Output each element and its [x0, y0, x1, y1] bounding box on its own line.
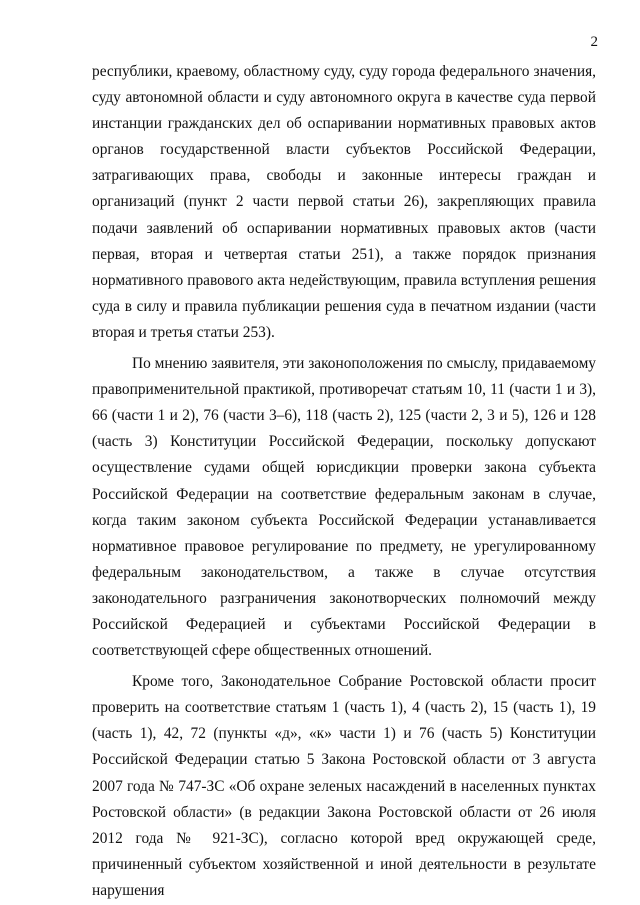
page-number: 2	[590, 34, 598, 50]
paragraph-applicant-opinion: По мнению заявителя, эти законоположения по смыслу, придаваемому правоприменительной практикой, противоречат статьям 10, 11 (части 1 и 3), 66 (части 1 и 2), 76 (части 3–6), 118 (часть 2), 125 (части 2, 3 и 5), 126 и 128 (часть 3) Конституции Российской Федерации, поскольку допускают осуществление судами общей юрисдикции проверки закона субъекта Российской Федерации на соответствие федеральным законам в случае, когда таким законом субъекта Российской Федерации устанавливается нормативное правовое регулирование по предмету, не урегулированному федеральным законодательством, а также в случае отсутствия законодательного разграничения законотворческих полномочий между Российской Федерацией и субъектами Российской Федерации в соответствующей сфере общественных отношений.	[92, 355, 597, 660]
paragraph-additional-request: Кроме того, Законодательное Собрание Ростовской области просит проверить на соответствие статьям 1 (часть 1), 4 (часть 2), 15 (часть 1), 19 (часть 1), 42, 72 (пункты «д», «к» части 1) и 76 (часть 5) Конституции Российской Федерации статью 5 Закона Ростовской области от 3 августа 2007 года № 747-ЗС «Об охране зеленых насаждений в населенных пунктах Ростовской области» (в редакции Закона Ростовской области от 26 июля 2012 года № 921-ЗС), согласно которой вред окружающей среде, причиненный субъектом хозяйственной и иной деятельности в результате нарушения	[92, 673, 596, 899]
paragraph-continuation: республики, краевому, областному суду, суду города федерального значения, суду автономной области и суду автономного округа в качестве суда первой инстанции гражданских дел об оспаривании нормативных правовых актов органов государственной власти субъектов Российской Федерации, затрагивающих права, свободы и законные интересы граждан и организаций (пункт 2 части первой статьи 26), закрепляющих правила подачи заявлений об оспаривании нормативных правовых актов (части первая, вторая и четвертая статьи 251), а также порядок признания нормативного правового акта недействующим, правила вступления решения суда в силу и правила публикации решения суда в печатном издании (части вторая и третья статьи 253).	[92, 63, 596, 341]
document-body	[92, 59, 596, 904]
